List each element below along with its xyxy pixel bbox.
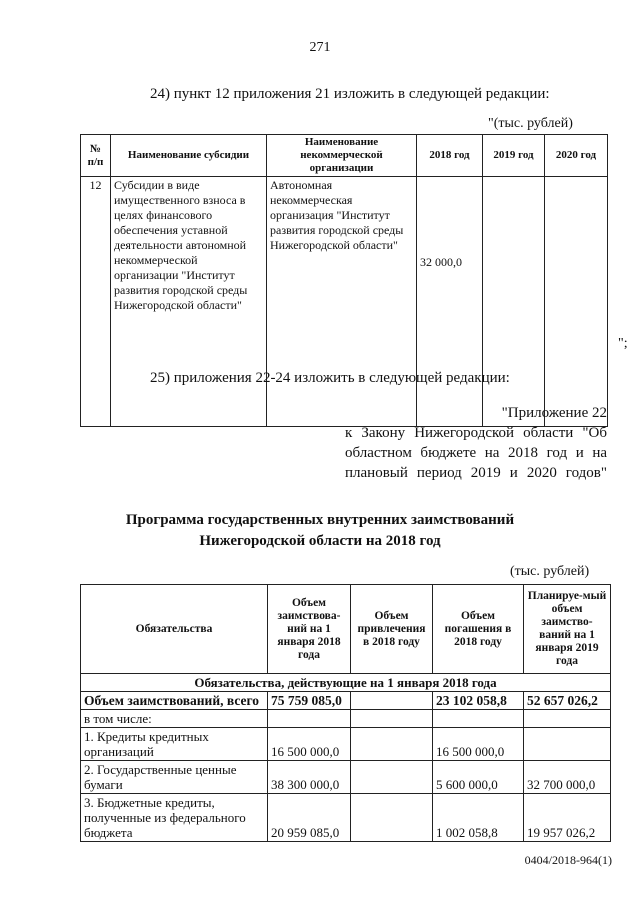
table-row	[81, 761, 611, 794]
row-2019	[483, 177, 545, 427]
row-jan-2018: 20 959 085,0	[268, 794, 351, 842]
appendix-line-4: плановый период 2019 и 2020 годов"	[345, 465, 607, 481]
table-row	[81, 728, 611, 761]
table-row	[81, 692, 611, 710]
row-name: Объем заимствований, всего	[81, 692, 268, 710]
row-2020	[545, 177, 608, 427]
header-jan-2018: Объем заимствова-ний на 1 января 2018 года	[268, 585, 351, 674]
table-row	[81, 710, 611, 728]
row-attract	[351, 710, 433, 728]
row-name: 2. Государственные ценные бумаги	[81, 761, 268, 794]
row-jan-2019	[524, 728, 611, 761]
row-jan-2019: 32 700 000,0	[524, 761, 611, 794]
row-name: 3. Бюджетные кредиты, полученные из федерального бюджета	[81, 794, 268, 842]
program-title	[0, 510, 640, 552]
row-num: 12	[81, 177, 111, 427]
table2-units: (тыс. рублей)	[510, 564, 590, 579]
item-24-text: 24) пункт 12 приложения 21 изложить в следующей редакции:	[150, 86, 550, 102]
row-jan-2018: 38 300 000,0	[268, 761, 351, 794]
header-attract: Объем привлечения в 2018 году	[351, 585, 433, 674]
table1-units: "(тыс. рублей)	[488, 116, 573, 131]
row-organization: Автономная некоммерческая организация "Институт развития городской среды Нижегородской области"	[267, 177, 417, 427]
row-jan-2019	[524, 710, 611, 728]
header-2020: 2020 год	[545, 135, 608, 177]
row-attract	[351, 692, 433, 710]
row-jan-2019: 52 657 026,2	[524, 692, 611, 710]
row-jan-2018: 75 759 085,0	[268, 692, 351, 710]
borrowing-table	[80, 584, 611, 842]
row-subsidy: Субсидии в виде имущественного взноса в целях финансового обеспечения уставной деятельности автономной некоммерческой организации "Институт развития городской среды Нижегородской области"	[111, 177, 267, 427]
program-title-line-1: Программа государственных внутренних заимствований	[125, 512, 515, 528]
row-name: в том числе:	[81, 710, 268, 728]
item-25-text: 25) приложения 22-24 изложить в следующей редакции:	[150, 370, 510, 386]
row-jan-2019: 19 957 026,2	[524, 794, 611, 842]
header-obligations: Обязательства	[81, 585, 268, 674]
closing-quote: ";	[618, 336, 628, 351]
row-2018: 32 000,0	[417, 177, 483, 427]
appendix-line-3: областном бюджете на 2018 год и на	[345, 445, 607, 461]
row-repay	[433, 710, 524, 728]
document-code: 0404/2018-964(1)	[524, 853, 612, 867]
appendix-header	[345, 403, 607, 483]
row-repay: 23 102 058,8	[433, 692, 524, 710]
section-label: Обязательства, действующие на 1 января 2018 года	[81, 674, 611, 692]
header-num: № п/п	[81, 135, 111, 177]
row-repay: 1 002 058,8	[433, 794, 524, 842]
row-attract	[351, 728, 433, 761]
program-title-line-2: Нижегородской области на 2018 год	[199, 533, 441, 549]
header-subsidy: Наименование субсидии	[111, 135, 267, 177]
row-jan-2018: 16 500 000,0	[268, 728, 351, 761]
subsidy-table-header	[81, 135, 608, 177]
header-2018: 2018 год	[417, 135, 483, 177]
page-number: 271	[309, 40, 331, 55]
table-row	[81, 794, 611, 842]
row-repay: 16 500 000,0	[433, 728, 524, 761]
row-jan-2018	[268, 710, 351, 728]
row-attract	[351, 794, 433, 842]
header-jan-2019: Планируе-мый объем заимство-ваний на 1 января 2019 года	[524, 585, 611, 674]
table-row	[81, 177, 608, 427]
row-name: 1. Кредиты кредитных организаций	[81, 728, 268, 761]
appendix-line-1: "Приложение 22	[501, 405, 607, 421]
header-organization: Наименование некоммерческой организации	[267, 135, 417, 177]
header-repay: Объем погашения в 2018 году	[433, 585, 524, 674]
section-row	[81, 674, 611, 692]
header-2019: 2019 год	[483, 135, 545, 177]
row-repay: 5 600 000,0	[433, 761, 524, 794]
borrowing-table-header	[81, 585, 611, 674]
row-attract	[351, 761, 433, 794]
appendix-line-2: к Закону Нижегородской области "Об	[345, 425, 607, 441]
